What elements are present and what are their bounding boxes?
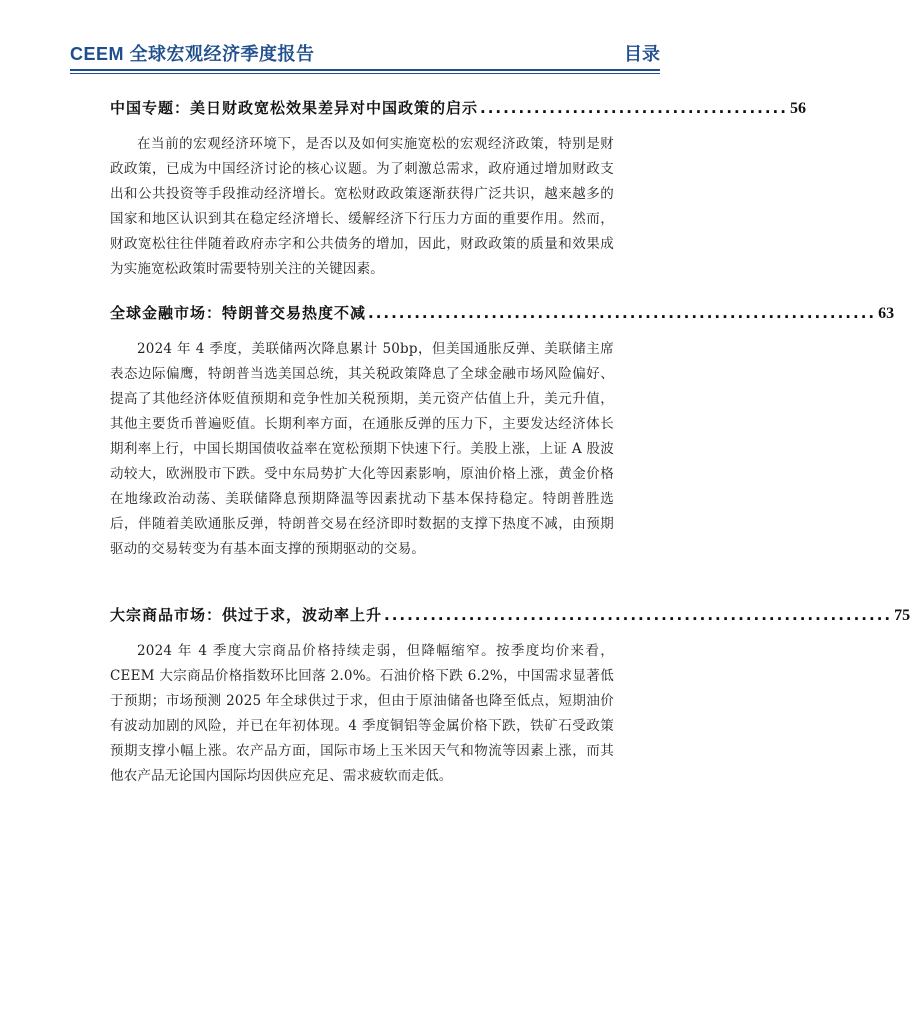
toc-leader-dots: ........................................: [480, 99, 788, 117]
toc-entry-commodity-markets[interactable]: [110, 604, 910, 789]
report-title: CEEM 全球宏观经济季度报告: [70, 44, 315, 64]
toc-heading[interactable]: [110, 97, 806, 118]
toc-leader-dots: ..................................................................: [368, 304, 877, 322]
header-rule-thin: [70, 73, 660, 74]
toc-heading-text: 大宗商品市场：供过于求，波动率上升: [110, 606, 383, 624]
toc-summary-paragraph: 2024 年 4 季度大宗商品价格持续走弱，但降幅缩窄。按季度均价来看，CEEM 大宗商品价格指数环比回落 2.0%。石油价格下跌 6.2%，中国需求显著低于预期；市场预测 2025 年全球供过于求，但由于原油储备也降至低点，短期油价有波动加剧的风险，并已在年初体现。4 季度铜铝等金属价格下跌，铁矿石受政策预期支撑小幅上涨。农产品方面，国际市场上玉米因天气和物流等因素上涨，而其他农产品无论国内国际均因供应充足、需求疲软而走低。: [110, 643, 614, 784]
toc-page-number: 56: [789, 100, 806, 117]
toc-heading[interactable]: [110, 604, 910, 625]
page-header: [70, 38, 660, 68]
toc-page-number: 63: [878, 305, 895, 322]
toc-summary-paragraph: 2024 年 4 季度，美联储两次降息累计 50bp，但美国通胀反弹、美联储主席表态边际偏鹰，特朗普当选美国总统，其关税政策降息了全球金融市场风险偏好、提高了其他经济体贬值预期和竞争性加关税预期，美元资产估值上升，美元升值，其他主要货币普遍贬值。长期利率方面，在通胀反弹的压力下，主要发达经济体长期利率上行，中国长期国债收益率在宽松预期下快速下行。美股上涨，上证 A 股波动较大，欧洲股市下跌。受中东局势扩大化等因素影响，原油价格上涨，黄金价格在地缘政治动荡、美联储降息预期降温等因素扰动下基本保持稳定。特朗普胜选后，伴随着美欧通胀反弹，特朗普交易在经济即时数据的支撑下热度不减，由预期驱动的交易转变为有基本面支撑的预期驱动的交易。: [110, 341, 614, 557]
header-rule-thick: [70, 69, 660, 71]
section-label-toc: 目录: [624, 44, 660, 64]
toc-entry-global-financial-markets[interactable]: [110, 302, 895, 562]
toc-heading-text: 全球金融市场：特朗普交易热度不减: [110, 304, 367, 322]
toc-page-number: 75: [894, 607, 910, 624]
toc-leader-dots: ..................................................................: [384, 606, 893, 624]
toc-entry-china-topic[interactable]: [110, 97, 806, 282]
toc-summary-paragraph: 在当前的宏观经济环境下，是否以及如何实施宽松的宏观经济政策，特别是财政政策，已成为中国经济讨论的核心议题。为了刺激总需求，政府通过增加财政支出和公共投资等手段推动经济增长。宽松财政政策逐渐获得广泛共识，越来越多的国家和地区认识到其在稳定经济增长、缓解经济下行压力方面的重要作用。然而，财政宽松往往伴随着政府赤字和公共债务的增加，因此，财政政策的质量和效果成为实施宽松政策时需要特别关注的关键因素。: [110, 136, 614, 277]
toc-heading-text: 中国专题：美日财政宽松效果差异对中国政策的启示: [110, 99, 479, 117]
toc-heading[interactable]: [110, 302, 895, 323]
